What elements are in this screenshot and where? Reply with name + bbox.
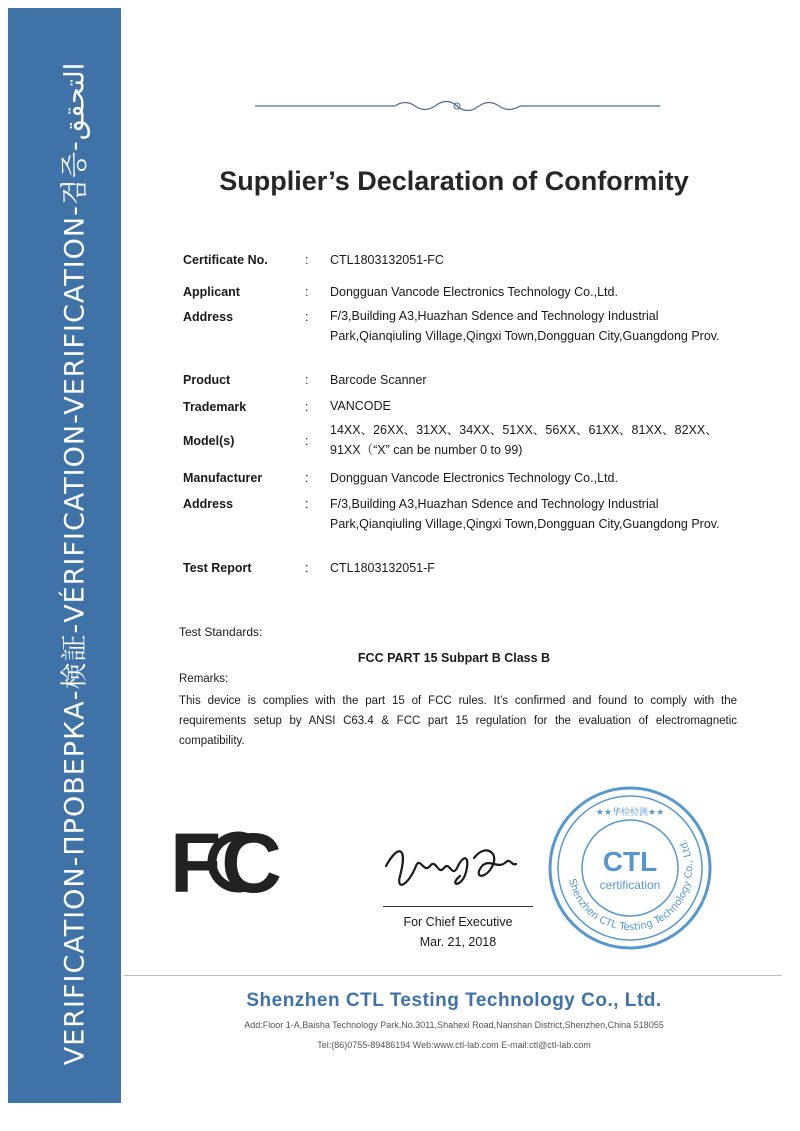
field-colon: : [305,400,309,414]
field-colon: : [305,497,309,511]
verification-sidebar [8,8,121,1103]
fcc-logo-text: FC [170,816,282,910]
test-standards-heading: Test Standards: [179,625,263,639]
field-label: Product [183,373,231,387]
document-title: Supplier’s Declaration of Conformity [219,166,689,196]
stamp-top-text: ★★华检检测★★ [595,808,665,818]
stamp-sub-text: certification [599,878,661,892]
signature-line [383,906,533,907]
signature-date: Mar. 21, 2018 [419,935,497,949]
field-value: F/3,Building A3,Huazhan Sdence and Technology Industrial Park,Qianqiuling Village,Qingxi Town,Dongguan City,Guangdong Prov. [330,309,720,343]
field-colon: : [305,471,309,485]
title-ornament [255,97,660,115]
field-colon: : [305,310,309,324]
field-value: CTL1803132051-F [330,561,435,575]
footer-address: Add:Floor 1-A,Baisha Technology Park,No.3011,Shahexi Road,Nanshan District,Shenzhen,China 518055 [244,1020,664,1030]
remarks-text: This device is complies with the part 15 of FCC rules. It’s confirmed and found to comply with the requirements setup by ANSI C63.4 & FCC part 15 regulation for the evaluation of electromagnetic compatibility. [179,695,737,747]
stamp-center-text: CTL [602,846,658,877]
field-colon: : [305,285,309,299]
field-value: 14XX、26XX、31XX、34XX、51XX、56XX、61XX、81XX、82XX、91XX（“X” can be number 0 to 99) [330,423,718,457]
field-colon: : [305,253,309,267]
company-stamp [545,783,715,953]
field-value: Barcode Scanner [330,373,427,387]
field-label: Address [183,310,234,324]
field-label: Test Report [183,561,252,575]
footer-contact: Tel:(86)0755-89486194 Web:www.ctl-lab.com E-mail:ctl@ctl-lab.com [317,1040,591,1050]
field-value: CTL1803132051-FC [330,253,444,267]
field-label: Applicant [183,285,240,299]
field-label: Model(s) [183,434,235,448]
field-colon: : [305,434,309,448]
test-standards-value: FCC PART 15 Subpart B Class B [357,651,551,665]
field-label: Address [183,497,234,511]
field-label: Certificate No. [183,253,268,267]
field-value: VANCODE [330,399,391,413]
stamp-ring-text: Shenzhen CTL Testing Technology Co., Ltd. [566,837,696,934]
field-label: Manufacturer [183,471,263,485]
field-value: F/3,Building A3,Huazhan Sdence and Technology Industrial Park,Qianqiuling Village,Qingxi Town,Dongguan City,Guangdong Prov. [330,497,720,531]
field-colon: : [305,561,309,575]
field-value: Dongguan Vancode Electronics Technology Co.,Ltd. [330,471,618,485]
signature [378,836,528,896]
field-label: Trademark [183,400,247,414]
field-colon: : [305,373,309,387]
footer-divider [124,975,782,976]
fcc-logo [170,816,282,910]
remarks-heading: Remarks: [179,673,229,685]
field-value: Dongguan Vancode Electronics Technology Co.,Ltd. [330,285,618,299]
signature-title: For Chief Executive [403,915,513,929]
footer-company-name: Shenzhen CTL Testing Technology Co., Ltd. [246,990,662,1011]
sidebar-verification-text: VERIFICATION-ПРОВЕРКА-検証-VÉRIFICATION-VERIFICATION-검증-التحقق [59,62,91,1066]
